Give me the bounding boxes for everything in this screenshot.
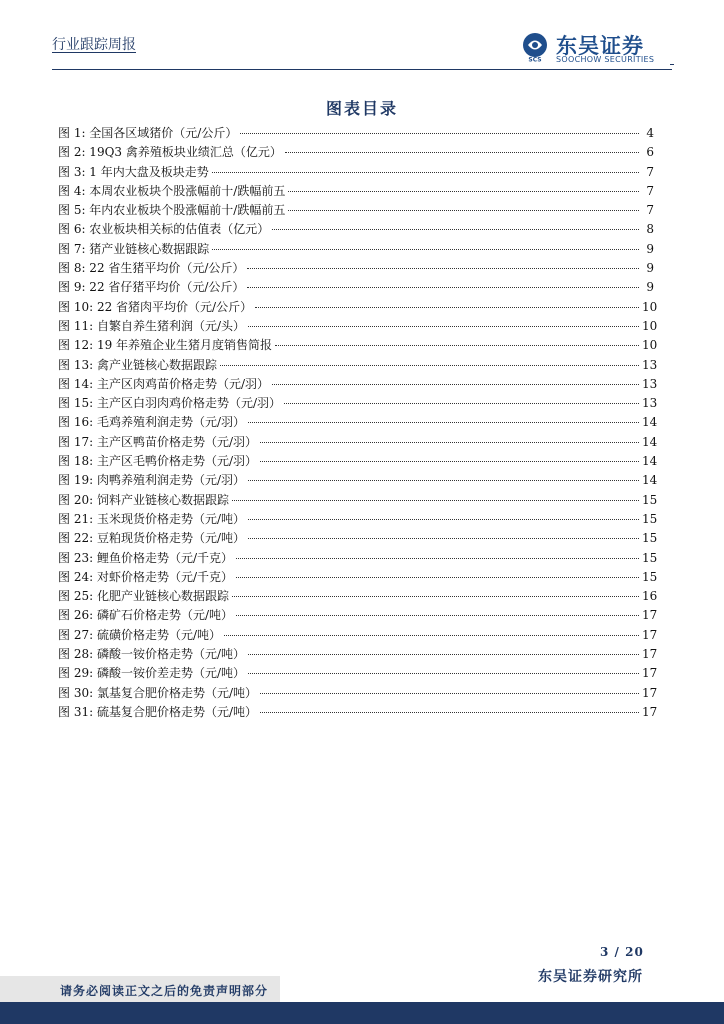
toc-entry-label: 图 11: 自繁自养生猪利润（元/头） bbox=[58, 318, 245, 333]
toc-entry[interactable] bbox=[58, 684, 658, 703]
toc-entry-label: 图 24: 对虾价格走势（元/千克） bbox=[58, 569, 233, 584]
toc-entry[interactable] bbox=[58, 549, 658, 568]
toc-entry[interactable] bbox=[58, 201, 654, 220]
toc-entry-label: 图 12: 19 年养殖企业生猪月度销售简报 bbox=[58, 338, 273, 353]
toc-dot-leader bbox=[248, 518, 639, 520]
toc-dot-leader bbox=[248, 653, 639, 655]
toc-entry-page: 15 bbox=[642, 492, 658, 507]
toc-dot-leader bbox=[284, 402, 639, 404]
toc-dot-leader bbox=[260, 692, 639, 694]
toc-entry-label: 图 1: 全国各区域猪价（元/公斤） bbox=[58, 126, 238, 140]
toc-entry-label: 图 16: 毛鸡养殖利润走势（元/羽） bbox=[58, 415, 245, 430]
toc-entry[interactable] bbox=[58, 375, 658, 394]
toc-entry-page: 17 bbox=[642, 666, 658, 681]
toc-entry[interactable] bbox=[58, 606, 658, 625]
toc-entry-label: 图 5: 年内农业板块个股涨幅前十/跌幅前五 bbox=[58, 203, 286, 218]
toc-entry-page: 10 bbox=[642, 318, 658, 333]
toc-entry-page: 15 bbox=[642, 511, 658, 526]
toc-entry-label: 图 19: 肉鸭养殖利润走势（元/羽） bbox=[58, 473, 245, 488]
toc-entry[interactable] bbox=[58, 529, 658, 548]
toc-entry-page: 10 bbox=[642, 299, 658, 314]
toc-dot-leader bbox=[236, 614, 639, 616]
toc-entry-page: 17 bbox=[642, 627, 658, 642]
header-mark bbox=[670, 64, 674, 65]
toc-entry-page: 14 bbox=[642, 434, 658, 449]
toc-entry-label: 图 17: 主产区鸭苗价格走势（元/羽） bbox=[58, 434, 257, 449]
toc-entry-page: 14 bbox=[642, 454, 658, 469]
toc-entry[interactable] bbox=[58, 143, 654, 162]
soochow-logo-icon bbox=[520, 32, 550, 62]
toc-entry[interactable] bbox=[58, 336, 658, 355]
toc-entry[interactable] bbox=[58, 471, 658, 490]
toc-entry-label: 图 14: 主产区肉鸡苗价格走势（元/羽） bbox=[58, 376, 269, 391]
company-logo bbox=[520, 30, 670, 66]
toc-entry-page: 14 bbox=[642, 473, 658, 488]
logo-badge: SCS bbox=[528, 56, 542, 62]
toc-entry-label: 图 8: 22 省生猪平均价（元/公斤） bbox=[58, 261, 245, 276]
toc-entry-label: 图 26: 磷矿石价格走势（元/吨） bbox=[58, 608, 233, 623]
toc-entry[interactable] bbox=[58, 259, 654, 278]
toc-dot-leader bbox=[260, 460, 639, 462]
toc-dot-leader bbox=[247, 267, 639, 269]
toc-entry-label: 图 15: 主产区白羽肉鸡价格走势（元/羽） bbox=[58, 396, 281, 411]
toc-entry[interactable] bbox=[58, 510, 658, 529]
logo-english-name: SOOCHOW SECURITIES bbox=[556, 55, 655, 64]
toc-entry-page: 10 bbox=[642, 338, 658, 353]
toc-entry-page: 13 bbox=[642, 396, 658, 411]
toc-entry[interactable] bbox=[58, 220, 654, 239]
toc-entry-label: 图 28: 磷酸一铵价格走势（元/吨） bbox=[58, 647, 245, 662]
toc-entry[interactable] bbox=[58, 394, 658, 413]
toc-entry[interactable] bbox=[58, 568, 658, 587]
toc-dot-leader bbox=[248, 537, 639, 539]
toc-dot-leader bbox=[236, 557, 639, 559]
toc-entry-label: 图 20: 饲料产业链核心数据跟踪 bbox=[58, 492, 229, 507]
toc-dot-leader bbox=[224, 634, 639, 636]
toc-entry-page: 17 bbox=[642, 685, 658, 700]
toc-entry-label: 图 29: 磷酸一铵价差走势（元/吨） bbox=[58, 666, 245, 681]
toc-entry-page: 17 bbox=[642, 704, 658, 719]
toc-dot-leader bbox=[212, 171, 639, 173]
toc-entry-page: 9 bbox=[646, 280, 654, 295]
toc-entry-page: 4 bbox=[646, 126, 654, 140]
toc-dot-leader bbox=[232, 595, 639, 597]
logo-chinese-name: 东吴证券 bbox=[556, 34, 644, 58]
toc-entry-page: 13 bbox=[642, 376, 658, 391]
toc-title: 图表目录 bbox=[325, 99, 398, 118]
toc-entry[interactable] bbox=[58, 703, 658, 722]
toc-dot-leader bbox=[236, 576, 639, 578]
toc-entry-page: 8 bbox=[646, 222, 654, 237]
toc-entry[interactable] bbox=[58, 587, 658, 606]
toc-dot-leader bbox=[240, 132, 639, 134]
report-type-tag: 行业跟踪周报 bbox=[52, 37, 136, 53]
toc-dot-leader bbox=[272, 228, 639, 230]
toc-entry-label: 图 7: 猪产业链核心数据跟踪 bbox=[58, 241, 210, 256]
toc-dot-leader bbox=[212, 248, 639, 250]
toc-dot-leader bbox=[248, 479, 639, 481]
toc-entry-label: 图 18: 主产区毛鸭价格走势（元/羽） bbox=[58, 454, 257, 469]
toc-dot-leader bbox=[248, 421, 639, 423]
page-number: 3 / 20 bbox=[600, 945, 644, 959]
toc-dot-leader bbox=[247, 286, 639, 288]
toc-dot-leader bbox=[220, 364, 639, 366]
toc-dot-leader bbox=[288, 209, 639, 211]
toc-entry-label: 图 6: 农业板块相关标的估值表（亿元） bbox=[58, 222, 270, 237]
toc-entry-label: 图 27: 硫磺价格走势（元/吨） bbox=[58, 627, 221, 642]
toc-dot-leader bbox=[255, 306, 639, 308]
toc-entry[interactable] bbox=[58, 664, 658, 683]
toc-dot-leader bbox=[272, 383, 639, 385]
footer-bar bbox=[0, 1002, 724, 1024]
toc-dot-leader bbox=[288, 190, 639, 192]
toc-entry[interactable] bbox=[58, 124, 654, 143]
toc-entry[interactable] bbox=[58, 240, 654, 259]
toc-entry-label: 图 13: 禽产业链核心数据跟踪 bbox=[58, 357, 217, 372]
toc-dot-leader bbox=[232, 499, 639, 501]
toc-entry-label: 图 21: 玉米现货价格走势（元/吨） bbox=[58, 511, 245, 526]
toc-dot-leader bbox=[260, 711, 639, 713]
toc-entry[interactable] bbox=[58, 626, 658, 645]
toc-entry[interactable] bbox=[58, 433, 658, 452]
toc-dot-leader bbox=[275, 344, 639, 346]
toc-dot-leader bbox=[248, 672, 639, 674]
toc-entry-page: 7 bbox=[646, 203, 654, 218]
toc-entry[interactable] bbox=[58, 298, 658, 317]
toc-entry-label: 图 3: 1 年内大盘及板块走势 bbox=[58, 164, 209, 179]
toc-entry-label: 图 4: 本周农业板块个股涨幅前十/跌幅前五 bbox=[58, 183, 286, 198]
toc-entry-label: 图 23: 鲤鱼价格走势（元/千克） bbox=[58, 550, 233, 565]
toc-dot-leader bbox=[285, 151, 639, 153]
toc-entry-page: 7 bbox=[646, 164, 654, 179]
toc-entry-label: 图 9: 22 省仔猪平均价（元/公斤） bbox=[58, 280, 245, 295]
toc-dot-leader bbox=[260, 441, 639, 443]
toc-entry-page: 13 bbox=[642, 357, 658, 372]
toc-entry-label: 图 31: 硫基复合肥价格走势（元/吨） bbox=[58, 704, 257, 719]
toc-entry-page: 16 bbox=[642, 589, 658, 604]
toc-dot-leader bbox=[248, 325, 639, 327]
toc-entry[interactable] bbox=[58, 182, 654, 201]
toc-entry[interactable] bbox=[58, 317, 658, 336]
toc-entry-label: 图 10: 22 省猪肉平均价（元/公斤） bbox=[58, 299, 253, 314]
toc-entry-label: 图 25: 化肥产业链核心数据跟踪 bbox=[58, 589, 229, 604]
toc-entry-page: 9 bbox=[646, 261, 654, 276]
header-divider bbox=[52, 69, 672, 70]
toc-entry-page: 7 bbox=[646, 183, 654, 198]
toc-entry[interactable] bbox=[58, 356, 658, 375]
toc-entry-label: 图 2: 19Q3 禽养殖板块业绩汇总（亿元） bbox=[58, 145, 282, 160]
toc-entry-page: 17 bbox=[642, 608, 658, 623]
toc-entry-page: 17 bbox=[642, 647, 658, 662]
toc-entry[interactable] bbox=[58, 452, 658, 471]
toc-entry[interactable] bbox=[58, 278, 654, 297]
toc-entry-page: 6 bbox=[646, 145, 654, 160]
footer-org-name: 东吴证券研究所 bbox=[538, 969, 643, 985]
toc-entry-page: 14 bbox=[642, 415, 658, 430]
toc-entry-label: 图 22: 豆粕现货价格走势（元/吨） bbox=[58, 531, 245, 546]
toc-entry-label: 图 30: 氯基复合肥价格走势（元/吨） bbox=[58, 685, 257, 700]
toc-list bbox=[58, 124, 658, 722]
toc-entry[interactable] bbox=[58, 163, 654, 182]
footer-disclaimer: 请务必阅读正文之后的免责声明部分 bbox=[60, 984, 269, 998]
toc-entry-page: 15 bbox=[642, 531, 658, 546]
toc-entry[interactable] bbox=[58, 413, 658, 432]
toc-entry[interactable] bbox=[58, 491, 658, 510]
toc-entry[interactable] bbox=[58, 645, 658, 664]
toc-entry-page: 15 bbox=[642, 569, 658, 584]
toc-entry-page: 15 bbox=[642, 550, 658, 565]
toc-entry-page: 9 bbox=[646, 241, 654, 256]
